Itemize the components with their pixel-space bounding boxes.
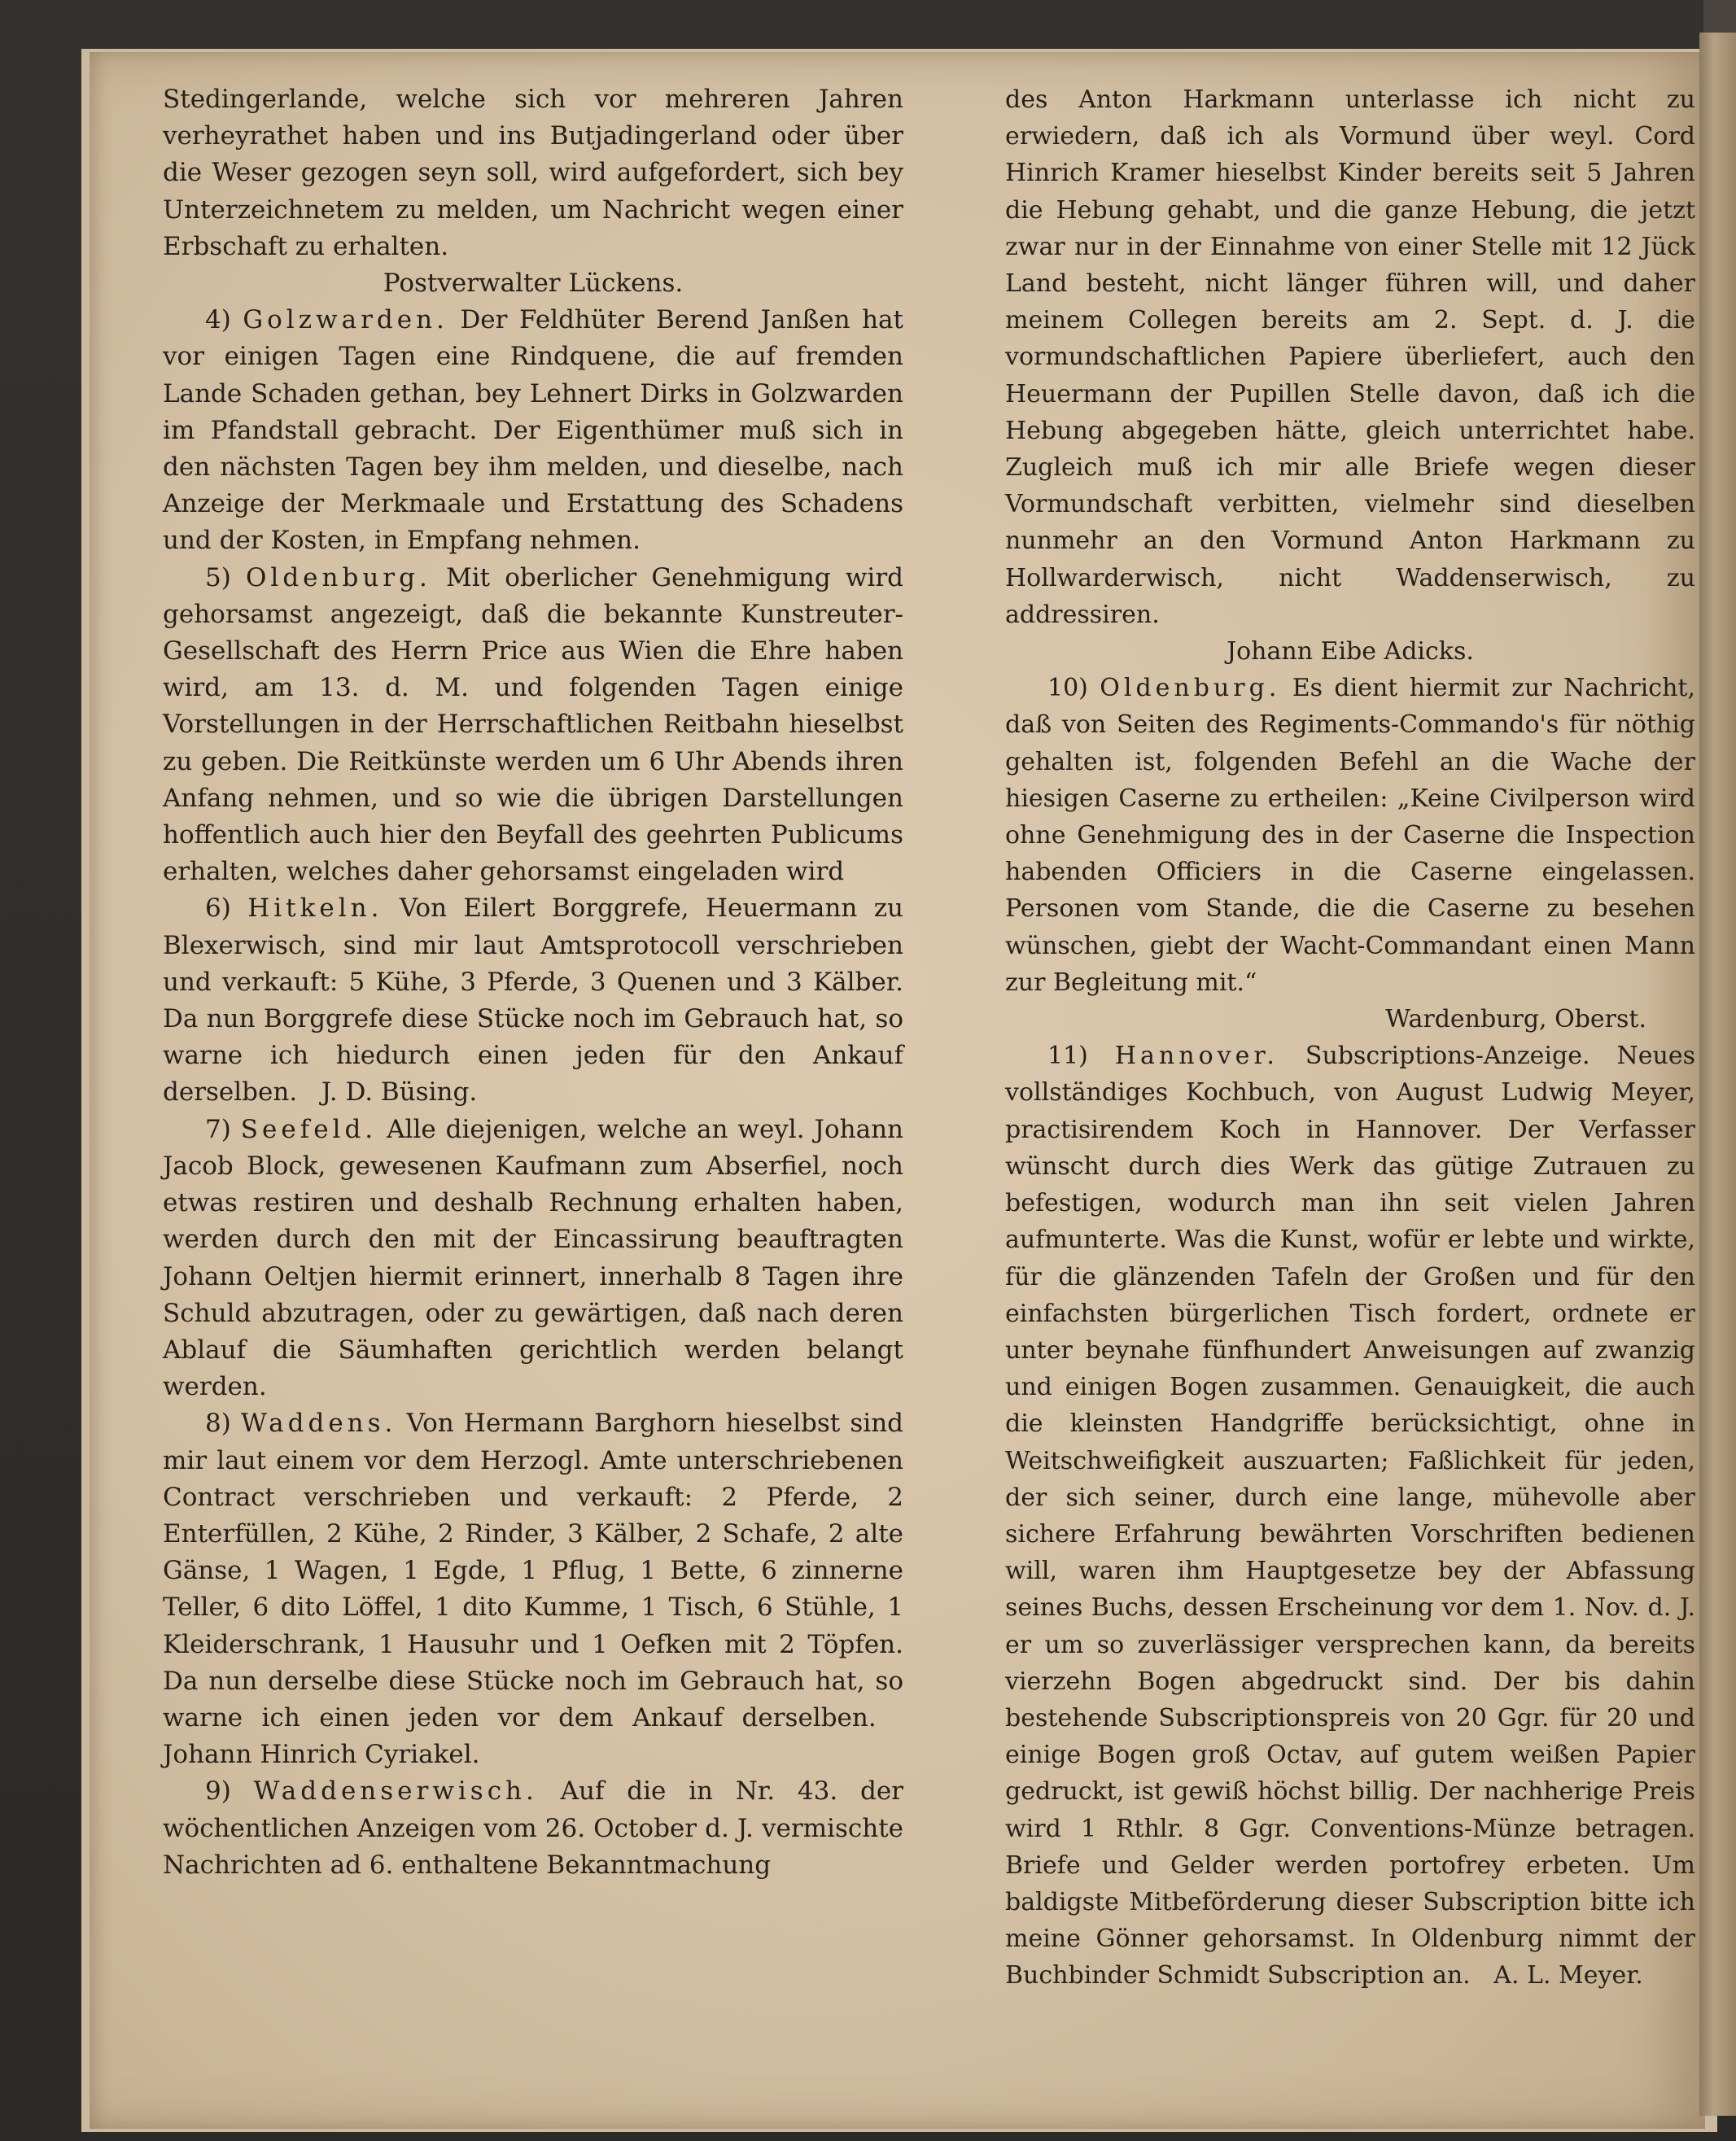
notice-intro: Stedingerlande, welche sich vor mehreren Jahren verheyrathet haben und ins Butjadingerland oder über die Weser gezogen seyn soll, wird aufgefordert, sich bey Unterzeichnetem zu melden, um Nachricht wegen einer Erbschaft zu erhalten. bbox=[163, 85, 903, 261]
notice-number: 8) bbox=[205, 1409, 231, 1439]
notice-text: Von Hermann Barghorn hieselbst sind mir laut einem vor dem Herzogl. Amte unterschriebenen Contract verschrieben und verkauft: 2 Pferde, 2 Enterfüllen, 2 Kühe, 2 Rinder, 3 Kälber, 2 Schafe, 2 alte Gänse, 1 Wagen, 1 Egde, 1 Pflug, 1 Bette, 6 zinnerne Teller, 6 dito Löffel, 1 dito Kumme, 1 Tisch, 6 Stühle, 1 Kleiderschrank, 1 Hausuhr und 1 Oefken mit 2 Töpfen. Da nun derselbe diese Stücke noch im Gebrauch hat, so warne ich einen jeden vor dem Ankauf derselben. bbox=[163, 1409, 904, 1732]
notice-place: Waddenserwisch. bbox=[253, 1776, 538, 1807]
notice-place: Golzwarden. bbox=[243, 305, 448, 335]
notice-9-continued: des Anton Harkmann unterlasse ich nicht zu erwiedern, daß ich als Vormund über weyl. Cord Hinrich Kramer hieselbst Kinder bereits seit 5 Jahren die Hebung gehabt, und die ganze Hebung, die jetzt zwar nur in der Einnahme von einer Stelle mit 12 Jück Land besteht, nicht länger führen will, und daher meinem Collegen bereits am 2. Sept. d. J. die vormundschaftlichen Papiere überliefert, auch den Heuermann der Pupillen Stelle davon, daß ich die Hebung abgegeben hätte, gleich unterrichtet habe. Zugleich muß ich mir alle Briefe wegen dieser Vormundschaft verbitten, vielmehr sind dieselben nunmehr an den Vormund Anton Harkmann zu Hollwarderwisch, nicht Waddenserwisch, zu addressiren. bbox=[1005, 85, 1695, 629]
notice-8 bbox=[163, 1405, 903, 1773]
notice-place: Seefeld. bbox=[240, 1114, 378, 1144]
notice-text: Von Eilert Borggrefe, Heuermann zu Blexerwisch, sind mir laut Amtsprotocoll verschrieben und verkauft: 5 Kühe, 3 Pferde, 3 Quenen und 3 Kälber. Da nun Borggrefe diese Stücke noch im Gebrauch hat, so warne ich hiedurch einen jeden für den Ankauf derselben. bbox=[163, 894, 903, 1108]
next-page-edge bbox=[1699, 33, 1736, 2116]
right-column bbox=[1005, 81, 1695, 1995]
notice-4 bbox=[163, 302, 903, 559]
notice-text: Subscriptions-Anzeige. Neues vollständiges Kochbuch, von August Ludwig Meyer, practisirendem Koch in Hannover. Der Verfasser wünscht durch dies Werk das gütige Zutrauen zu befestigen, wodurch man ihn seit vielen Jahren aufmunterte. Was die Kunst, wofür er lebte und wirkte, für die glänzenden Tafeln der Großen und für den einfachsten bürgerlichen Tisch fordert, ordnete er unter beynahe fünfhundert Anweisungen auf zwanzig und einigen Bogen zusammen. Genauigkeit, die auch die kleinsten Handgriffe berücksichtigt, ohne in Weitschweifigkeit auszuarten; Faßlichkeit für jeden, der sich seiner, durch eine lange, mühevolle aber sichere Erfahrung bewährten Vorschriften bedienen will, waren ihm Hauptgesetze bey der Abfassung seines Buchs, dessen Erscheinung vor dem 1. Nov. d. J. er um so zuverlässiger versprechen kann, da bereits vierzehn Bogen abgedruckt sind. Der bis dahin bestehende Subscriptionspreis von 20 Ggr. für 20 und einige Bogen groß Octav, auf gutem weißen Papier gedruckt, ist gewiß höchst billig. Der nachherige Preis wird 1 Rthlr. 8 Ggr. Conventions-Münze betragen. Briefe und Gelder werden portofrey erbeten. Um baldigste Mitbeförderung dieser Subscription bitte ich meine Gönner gehorsamst. In Oldenburg nimmt der Buchbinder Schmidt Subscription an. bbox=[1005, 1042, 1695, 1990]
notice-7 bbox=[163, 1112, 903, 1406]
notice-number: 6) bbox=[205, 894, 231, 924]
notice-place: Oldenburg. bbox=[246, 562, 431, 592]
notice-number: 11) bbox=[1047, 1042, 1088, 1071]
notice-number: 4) bbox=[205, 305, 231, 335]
notice-text: Es dient hiermit zur Nachricht, daß von Seiten des Regiments-Commando's für nöthig gehalten ist, folgenden Befehl an die Wache der hiesigen Caserne zu ertheilen: „Keine Civilperson wird ohne Genehmigung des in der Caserne die Inspection habenden Officiers in die Caserne eingelassen. Personen vom Stande, die die Caserne zu besehen wünschen, giebt der Wacht-Commandant einen Mann zur Begleitung mit.“ bbox=[1005, 674, 1695, 997]
notice-number: 10) bbox=[1047, 674, 1088, 703]
notice-text: Auf die in Nr. 43. der wöchentlichen Anzeigen vom 26. October d. J. vermischte Nachrichten ad 6. enthaltene Bekanntmachung bbox=[163, 1776, 904, 1880]
notice-10 bbox=[1005, 670, 1695, 1001]
notice-number: 5) bbox=[205, 562, 231, 592]
notice-10-signature: Wardenburg, Oberst. bbox=[1385, 1005, 1646, 1034]
left-column bbox=[163, 81, 903, 1884]
notice-signature: A. L. Meyer. bbox=[1493, 1961, 1643, 1990]
notice-6 bbox=[163, 890, 903, 1111]
notice-place: Waddens. bbox=[241, 1409, 397, 1439]
notice-9 bbox=[163, 1773, 903, 1884]
notice-signature: J. D. Büsing. bbox=[321, 1077, 478, 1108]
notice-place: Oldenburg. bbox=[1100, 674, 1281, 703]
notice-text: Alle diejenigen, welche an weyl. Johann Jacob Block, gewesenen Kaufmann zum Abserfiel, noch etwas restiren und deshalb Rechnung erhalten haben, werden durch den mit der Eincassirung beauftragten Johann Oeltjen hiermit erinnert, innerhalb 8 Tagen ihre Schuld abzutragen, oder zu gewärtigen, daß nach deren Ablauf die Säumhaften gerichtlich werden belangt werden. bbox=[163, 1114, 903, 1402]
notice-text: Der Feldhüter Berend Janßen hat vor einigen Tagen eine Rindquene, die auf fremden Lande Schaden gethan, bey Lehnert Dirks in Golzwarden im Pfandstall gebracht. Der Eigenthümer muß sich in den nächsten Tagen bey ihm melden, und dieselbe, nach Anzeige der Merkmaale und Erstattung des Schadens und der Kosten, in Empfang nehmen. bbox=[163, 305, 903, 556]
notice-number: 9) bbox=[205, 1776, 231, 1807]
notice-9-signature: Johann Eibe Adicks. bbox=[1227, 637, 1474, 666]
notice-text: Mit oberlicher Genehmigung wird gehorsamst angezeigt, daß die bekannte Kunstreuter-Gesellschaft des Herrn Price aus Wien die Ehre haben wird, am 13. d. M. und folgenden Tagen einige Vorstellungen in der Herrschaftlichen Reitbahn hieselbst zu geben. Die Reitkünste werden um 6 Uhr Abends ihren Anfang nehmen, und so wie die übrigen Darstellungen hoffentlich auch hier den Beyfall des geehrten Publicums erhalten, welches daher gehorsamst eingeladen wird bbox=[163, 562, 903, 887]
notice-place: Hannover. bbox=[1114, 1042, 1279, 1071]
notice-number: 7) bbox=[205, 1114, 231, 1144]
notice-signature: Johann Hinrich Cyriakel. bbox=[163, 1740, 480, 1770]
notice-place: Hitkeln. bbox=[247, 894, 383, 924]
notice-intro-signature: Postverwalter Lückens. bbox=[383, 269, 684, 299]
notice-5 bbox=[163, 560, 903, 891]
notice-11 bbox=[1005, 1038, 1695, 1994]
